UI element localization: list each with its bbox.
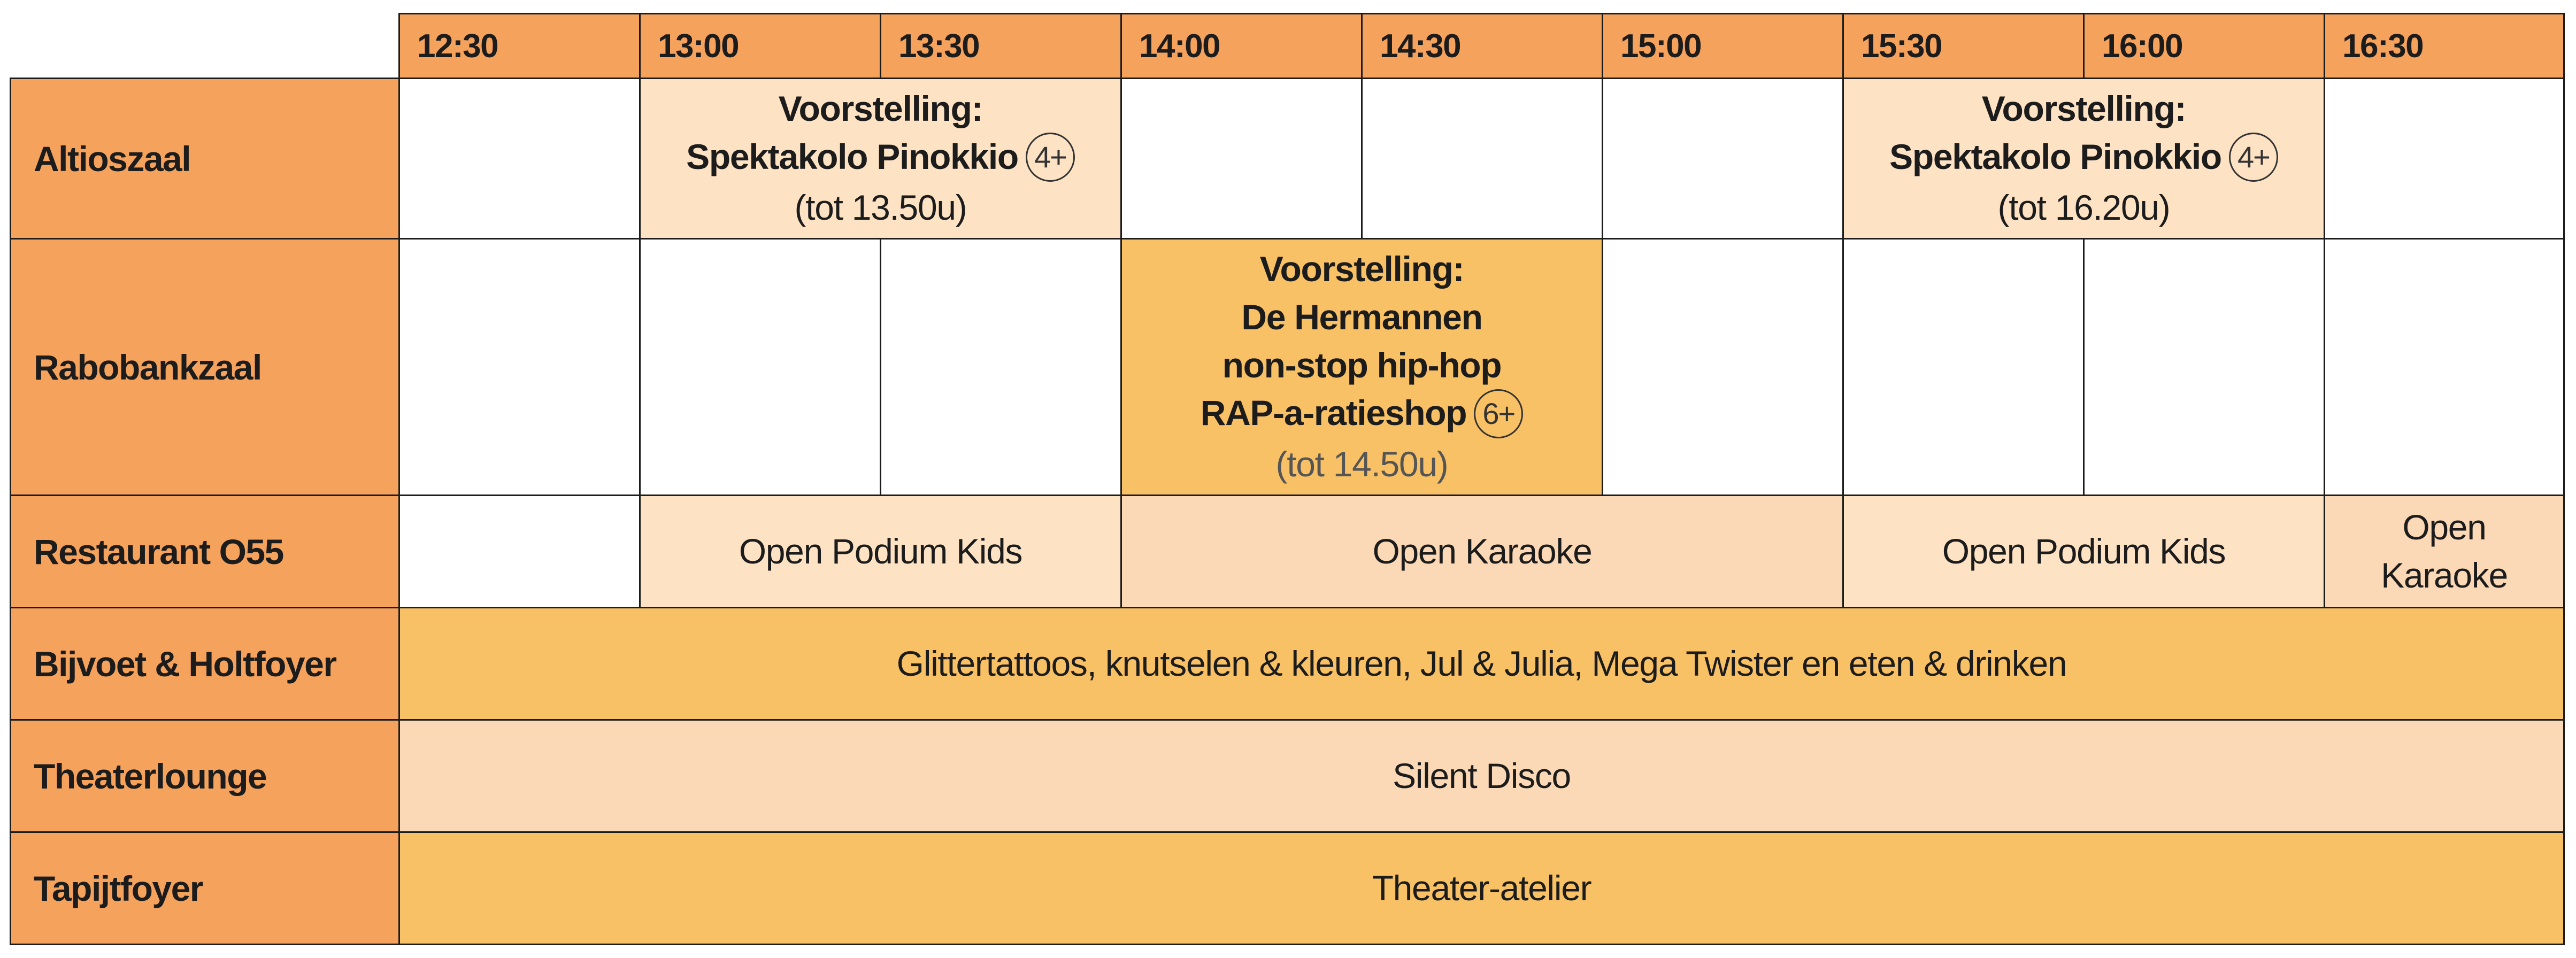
empty-slot [398,495,641,608]
activity-label: Glittertattoos, knutselen & kleuren, Jul & Julia, Mega Twister en eten & drinken [896,643,2067,683]
event-subtitle: non-stop hip-hop [1222,345,1502,385]
event-pinokkio-1[interactable] [639,78,1122,240]
time-label: 13:00 [658,27,739,65]
empty-slot [398,78,641,240]
event-title-line [1201,389,1524,441]
room-label-theaterlounge [10,719,400,833]
event-title-line [686,133,1075,184]
event-hermannen[interactable] [1120,238,1603,496]
event-subtitle-2: RAP-a-ratieshop [1200,393,1467,433]
empty-slot [1120,78,1363,240]
activity-bijvoet[interactable] [398,607,2565,721]
activity-label: Theater-atelier [1372,868,1591,908]
room-name: Theaterlounge [34,756,267,796]
activity-theater-atelier[interactable] [398,831,2565,945]
time-header-1300 [639,13,881,79]
time-header-1600 [2083,13,2325,79]
event-pinokkio-2[interactable] [1842,78,2325,240]
activity-open-podium-1[interactable] [639,495,1122,608]
empty-slot [639,238,881,496]
time-header-1400 [1120,13,1363,79]
time-label: 15:30 [1861,27,1942,65]
event-title-line [1889,133,2278,184]
empty-slot [880,238,1122,496]
empty-slot [1602,238,1844,496]
age-badge: 4+ [2229,133,2278,182]
room-name: Altioszaal [34,138,191,179]
activity-label: Silent Disco [1393,755,1571,795]
time-header-1230 [398,13,641,79]
activity-open-karaoke-1[interactable] [1120,495,1844,608]
room-label-altioszaal [10,78,400,240]
activity-label: Open Karaoke [2381,507,2508,595]
room-label-rabobankzaal [10,238,400,496]
activity-silent-disco[interactable] [398,719,2565,833]
empty-slot [1602,78,1844,240]
time-header-1430 [1361,13,1603,79]
time-header-1500 [1602,13,1844,79]
time-label: 16:30 [2342,27,2424,65]
time-label: 14:30 [1380,27,1461,65]
empty-slot [1361,78,1603,240]
room-name: Tapijtfoyer [34,868,203,908]
empty-slot [2083,238,2325,496]
room-label-tapijtfoyer [10,831,400,945]
event-title: De Hermannen [1241,297,1482,337]
event-end-time: (tot 16.20u) [1997,188,2170,228]
empty-slot [1842,238,2085,496]
activity-label: Open Podium Kids [1942,531,2226,571]
event-end-time: (tot 14.50u) [1275,444,1448,484]
event-label: Voorstelling: [778,88,983,128]
time-label: 12:30 [417,27,498,65]
event-label: Voorstelling: [1259,249,1464,289]
event-end-time: (tot 13.50u) [794,188,967,228]
activity-open-podium-2[interactable] [1842,495,2325,608]
room-label-restaurant [10,495,400,608]
room-name: Bijvoet & Holtfoyer [34,644,336,684]
room-label-bijvoet [10,607,400,721]
activity-label: Open Podium Kids [739,531,1022,571]
empty-slot [2324,78,2565,240]
activity-open-karaoke-2[interactable] [2324,495,2565,608]
time-label: 13:30 [898,27,980,65]
room-name: Restaurant O55 [34,531,283,571]
event-title: Spektakolo Pinokkio [1889,136,2221,176]
event-title: Spektakolo Pinokkio [686,136,1018,176]
event-label: Voorstelling: [1981,88,2186,128]
time-label: 15:00 [1620,27,1702,65]
empty-slot [2324,238,2565,496]
activity-label: Open Karaoke [1372,531,1592,571]
empty-slot [398,238,641,496]
age-badge: 4+ [1026,133,1075,182]
time-label: 14:00 [1139,27,1220,65]
time-header-1630 [2324,13,2565,79]
time-header-1330 [880,13,1122,79]
room-name: Rabobankzaal [34,347,262,387]
age-badge: 6+ [1474,389,1523,438]
time-label: 16:00 [2102,27,2183,65]
time-header-1530 [1842,13,2085,79]
